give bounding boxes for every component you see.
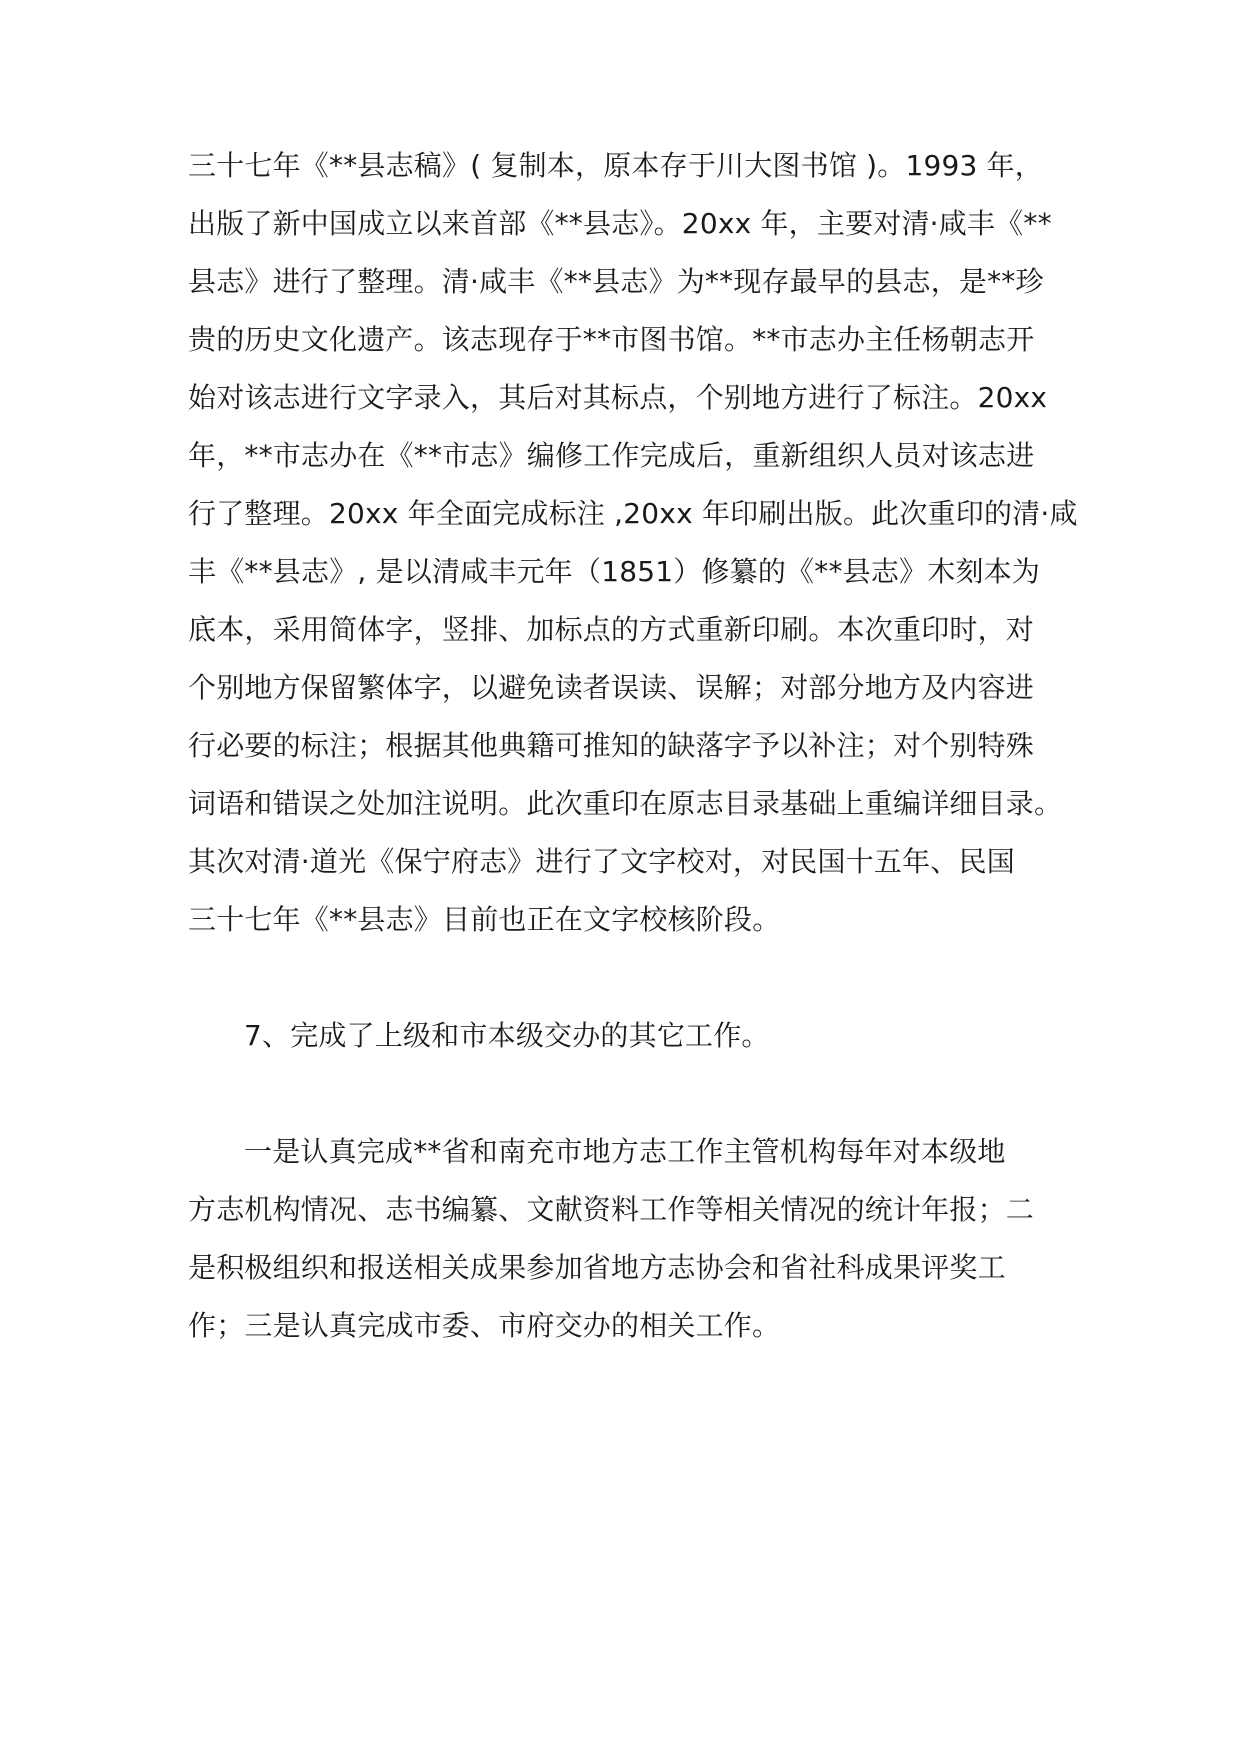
body-text-line: 一是认真完成**省和南充市地方志工作主管机构每年对本级地 [244,1135,1006,1168]
body-text-line: 其次对清·道光《保宁府志》进行了文字校对，对民国十五年、民国 [188,845,1015,878]
body-text-line: 行必要的标注；根据其他典籍可推知的缺落字予以补注；对个别特殊 [188,729,1035,762]
body-text-line: 三十七年《**县志稿》( 复制本，原本存于川大图书馆 )。1993 年， [188,149,1044,182]
body-text-line: 丰《**县志》, 是以清咸丰元年（1851）修纂的《**县志》木刻本为 [188,555,1041,588]
body-text-line: 词语和错误之处加注说明。此次重印在原志目录基础上重编详细目录。 [188,787,1063,820]
body-text-line: 年，**市志办在《**市志》编修工作完成后，重新组织人员对该志进 [188,439,1035,472]
body-text-line: 出版了新中国成立以来首部《**县志》。20xx 年，主要对清·咸丰《** [188,207,1052,240]
body-text-line: 作；三是认真完成市委、市府交办的相关工作。 [188,1309,781,1342]
body-text-line: 个别地方保留繁体字，以避免读者误读、误解；对部分地方及内容进 [188,671,1035,704]
body-text-line: 行了整理。20xx 年全面完成标注 ,20xx 年印刷出版。此次重印的清·咸 [188,497,1078,530]
body-text-line: 县志》进行了整理。清·咸丰《**县志》为**现存最早的县志，是**珍 [188,265,1044,298]
section-heading: 7、完成了上级和市本级交办的其它工作。 [244,1019,770,1052]
body-text-line: 贵的历史文化遗产。该志现存于**市图书馆。**市志办主任杨朝志开 [188,323,1035,356]
body-text-line: 三十七年《**县志》目前也正在文字校核阶段。 [188,903,781,936]
body-text-line: 始对该志进行文字录入，其后对其标点，个别地方进行了标注。20xx [188,381,1048,414]
body-text-line: 是积极组织和报送相关成果参加省地方志协会和省社科成果评奖工 [188,1251,1006,1284]
body-text-line: 方志机构情况、志书编纂、文献资料工作等相关情况的统计年报；二 [188,1193,1035,1226]
body-text-line: 底本，采用简体字，竖排、加标点的方式重新印刷。本次重印时，对 [188,613,1035,646]
